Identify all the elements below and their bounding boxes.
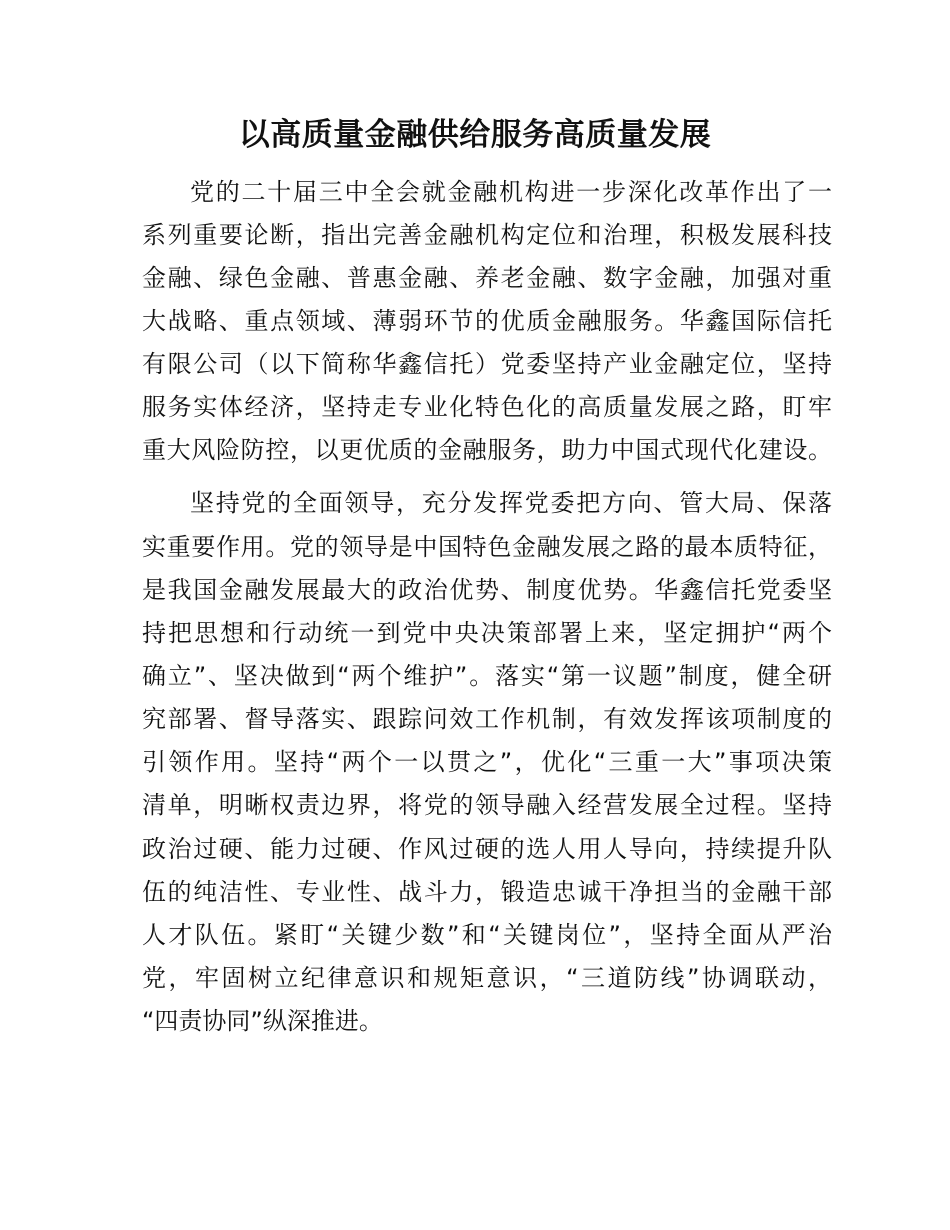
- paragraph-line: 伍的纯洁性、专业性、战斗力，锻造忠诚干净担当的金融干部: [142, 878, 832, 906]
- paragraph-line: 政治过硬、能力过硬、作风过硬的选人用人导向，持续提升队: [142, 835, 832, 863]
- paragraph-line: 大战略、重点领域、薄弱环节的优质金融服务。华鑫国际信托: [142, 307, 832, 335]
- paragraph-line: 究部署、督导落实、跟踪问效工作机制，有效发挥该项制度的: [142, 705, 832, 733]
- paragraph-line: 服务实体经济，坚持走专业化特色化的高质量发展之路，盯牢: [142, 393, 832, 421]
- paragraph-line: 党，牢固树立纪律意识和规矩意识，“三道防线”协调联动，: [142, 964, 832, 992]
- paragraph-line: 引领作用。坚持“两个一以贯之”，优化“三重一大”事项决策: [142, 748, 832, 776]
- paragraph-line: 持把思想和行动统一到党中央决策部署上来，坚定拥护“两个: [142, 619, 832, 647]
- paragraph-line: 党的二十届三中全会就金融机构进一步深化改革作出了一: [190, 178, 832, 206]
- paragraph-line: 实重要作用。党的领导是中国特色金融发展之路的最本质特征，: [142, 533, 832, 561]
- paragraph-line: 人才队伍。紧盯“关键少数”和“关键岗位”，坚持全面从严治: [142, 921, 832, 949]
- paragraph-line: 金融、绿色金融、普惠金融、养老金融、数字金融，加强对重: [142, 264, 832, 292]
- paragraph-line: “四责协同”纵深推进。: [142, 1007, 383, 1035]
- paragraph-line: 有限公司（以下简称华鑫信托）党委坚持产业金融定位，坚持: [142, 350, 832, 378]
- document-title: 以高质量金融供给服务高质量发展: [238, 117, 712, 153]
- paragraph-line: 重大风险防控，以更优质的金融服务，助力中国式现代化建设。: [142, 436, 832, 464]
- paragraph-line: 确立”、坚决做到“两个维护”。落实“第一议题”制度，健全研: [142, 662, 832, 690]
- paragraph-line: 系列重要论断，指出完善金融机构定位和治理，积极发展科技: [142, 221, 832, 249]
- paragraph-line: 坚持党的全面领导，充分发挥党委把方向、管大局、保落: [190, 489, 832, 517]
- paragraph-line: 是我国金融发展最大的政治优势、制度优势。华鑫信托党委坚: [142, 576, 832, 604]
- paragraph-line: 清单，明晰权责边界，将党的领导融入经营发展全过程。坚持: [142, 791, 832, 819]
